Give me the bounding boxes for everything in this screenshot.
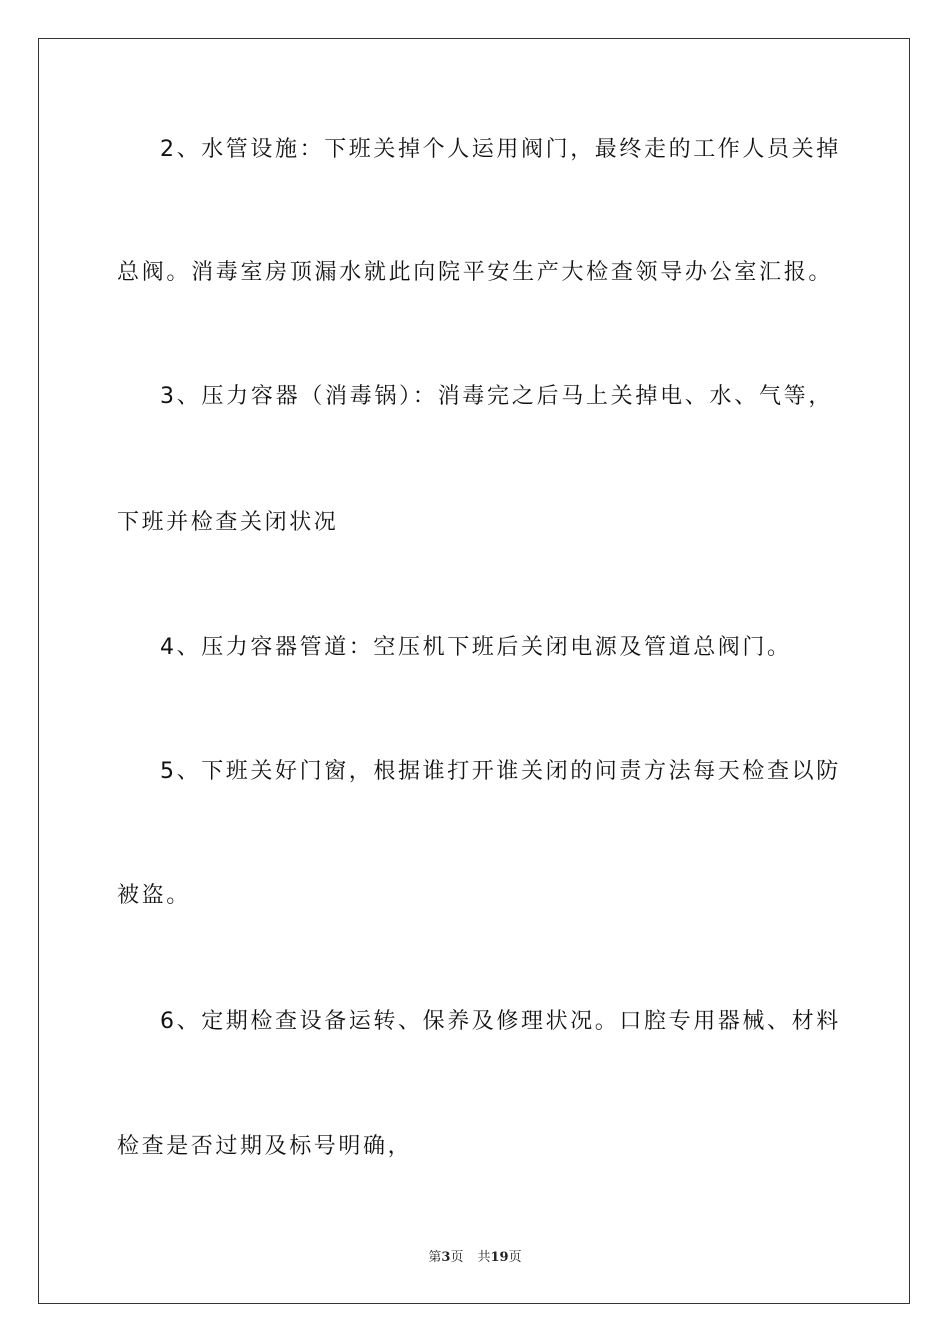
paragraph-line-6: 5、下班关好门窗，根据谁打开谁关闭的问责方法每天检查以防 xyxy=(160,759,841,784)
paragraph-line-8: 6、定期检查设备运转、保养及修理状况。口腔专用器械、材料 xyxy=(160,1009,841,1034)
footer-total-suffix: 页 xyxy=(508,1250,522,1265)
footer-total-number: 19 xyxy=(490,1250,509,1265)
paragraph-line-4: 下班并检查关闭状况 xyxy=(117,510,339,535)
paragraph-line-3: 3、压力容器（消毒锅）：消毒完之后马上关掉电、水、气等， xyxy=(160,384,833,409)
paragraph-line-1: 2、水管设施：下班关掉个人运用阀门，最终走的工作人员关掉 xyxy=(160,137,841,162)
footer-page-suffix: 页 xyxy=(450,1250,464,1265)
paragraph-line-5: 4、压力容器管道：空压机下班后关闭电源及管道总阀门。 xyxy=(160,635,792,660)
page-footer xyxy=(0,1246,950,1265)
page-border xyxy=(38,38,910,1304)
paragraph-line-7: 被盗。 xyxy=(117,883,191,908)
paragraph-line-9: 检查是否过期及标号明确， xyxy=(117,1134,413,1159)
footer-total-prefix: 共 xyxy=(477,1250,491,1265)
footer-page-number: 3 xyxy=(441,1250,451,1265)
footer-page-prefix: 第 xyxy=(428,1250,442,1265)
paragraph-line-2: 总阀。消毒室房顶漏水就此向院平安生产大检查领导办公室汇报。 xyxy=(117,260,833,285)
